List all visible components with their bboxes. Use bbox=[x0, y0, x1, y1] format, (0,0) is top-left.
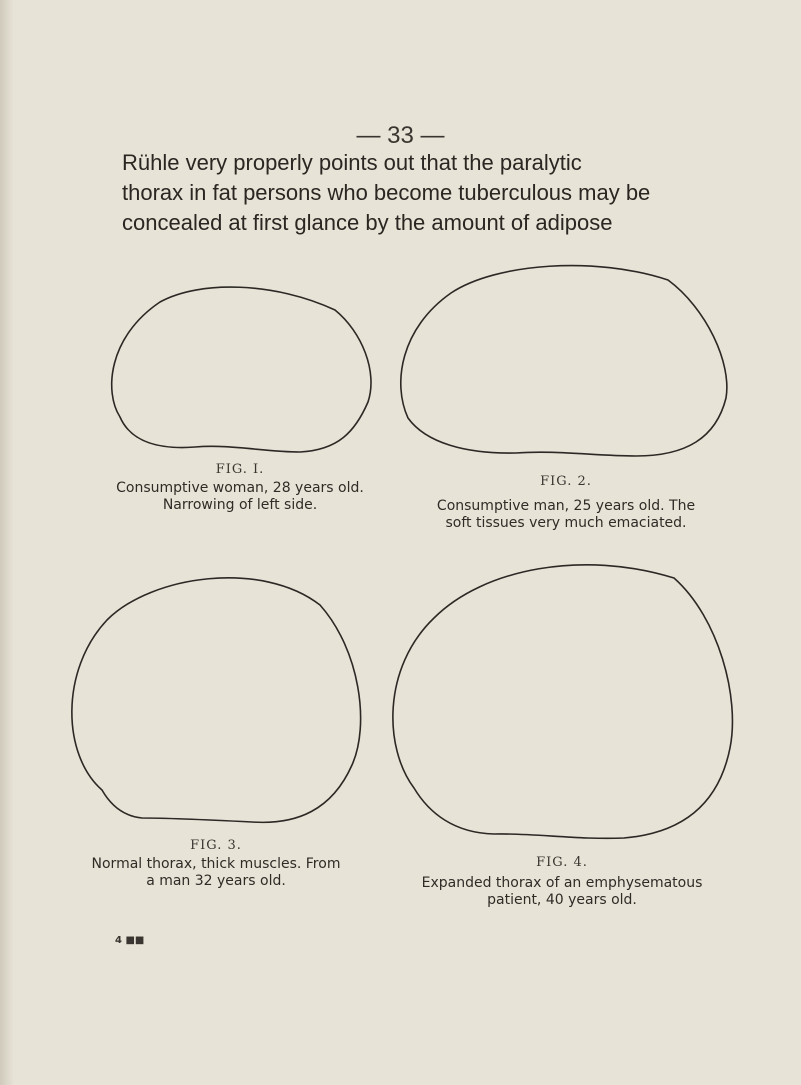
text-line: thorax in fat persons who become tuberculous may be bbox=[122, 180, 651, 205]
text-line: concealed at first glance by the amount of adipose bbox=[122, 210, 613, 235]
caption-line: Consumptive man, 25 years old. The bbox=[436, 498, 696, 514]
figure-2-title: FIG. 2. bbox=[540, 474, 592, 489]
caption-line: Normal thorax, thick muscles. From bbox=[91, 856, 341, 872]
figure-3-title: FIG. 3. bbox=[190, 838, 242, 853]
printer-signature-mark: 4 ■■ bbox=[115, 935, 145, 946]
figure-1-caption bbox=[100, 480, 380, 514]
caption-line: Consumptive woman, 28 years old. bbox=[116, 480, 364, 496]
figure-4-title: FIG. 4. bbox=[536, 855, 588, 870]
figure-3-caption bbox=[62, 856, 370, 890]
caption-line: a man 32 years old. bbox=[146, 873, 286, 889]
figure-4-caption bbox=[384, 875, 740, 909]
caption-line: Expanded thorax of an emphysematous bbox=[421, 875, 703, 891]
figure-4-thorax-outline bbox=[384, 548, 740, 840]
caption-line: soft tissues very much emaciated. bbox=[445, 515, 687, 531]
body-paragraph bbox=[122, 148, 682, 238]
page-number: — 33 — bbox=[356, 122, 445, 149]
caption-line: Narrowing of left side. bbox=[162, 497, 318, 513]
figure-1-title: FIG. I. bbox=[215, 462, 265, 477]
caption-line: patient, 40 years old. bbox=[487, 892, 637, 908]
figure-1-thorax-outline bbox=[100, 282, 380, 454]
figure-2-thorax-outline bbox=[396, 258, 736, 460]
figure-2-caption bbox=[396, 498, 736, 532]
figure-3-thorax-outline bbox=[62, 560, 370, 830]
text-line: Rühle very properly points out that the paralytic bbox=[122, 150, 582, 175]
page-edge bbox=[0, 0, 14, 1085]
